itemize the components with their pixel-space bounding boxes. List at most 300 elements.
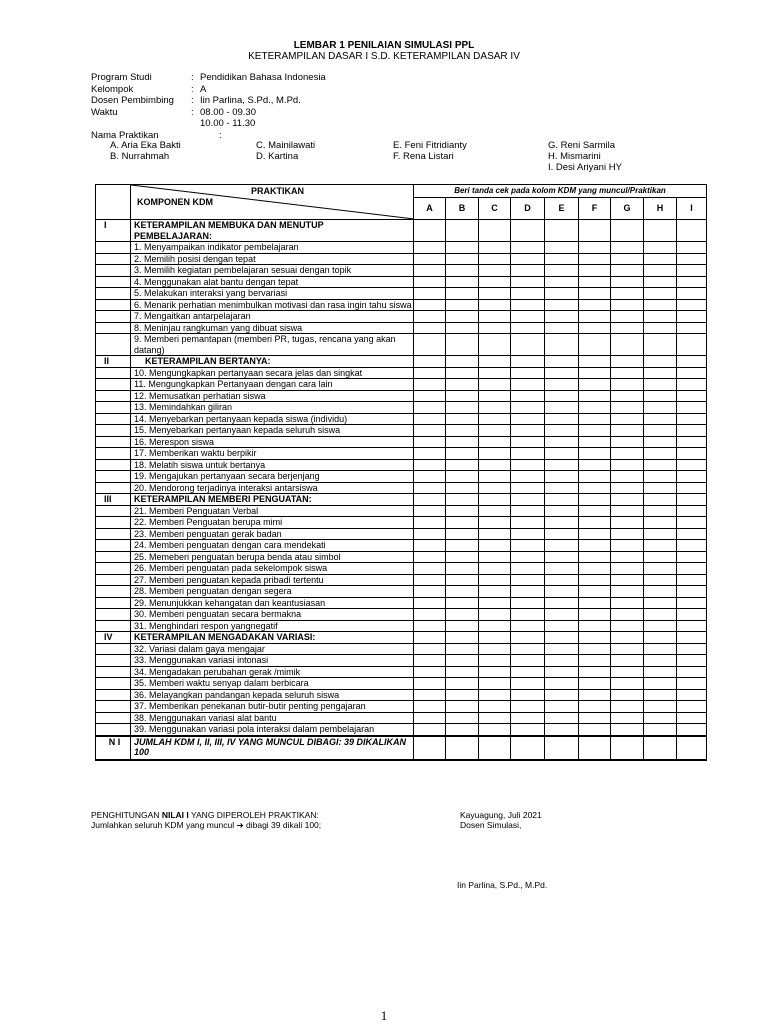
check-cell-b[interactable]: [446, 322, 479, 334]
check-cell-d[interactable]: [511, 551, 545, 563]
check-cell-f[interactable]: [579, 322, 611, 334]
check-cell-h[interactable]: [644, 678, 677, 690]
check-cell-b[interactable]: [446, 334, 479, 356]
check-cell-d[interactable]: [511, 276, 545, 288]
check-cell-c[interactable]: [479, 482, 511, 494]
check-cell-d[interactable]: [511, 620, 545, 632]
check-cell-b[interactable]: [446, 712, 479, 724]
check-cell-g[interactable]: [611, 632, 644, 644]
check-cell-g[interactable]: [611, 666, 644, 678]
check-cell-f[interactable]: [579, 632, 611, 644]
check-cell-d[interactable]: [511, 425, 545, 437]
check-cell-h[interactable]: [644, 586, 677, 598]
check-cell-d[interactable]: [511, 288, 545, 300]
check-cell-e[interactable]: [545, 220, 579, 242]
check-cell-f[interactable]: [579, 666, 611, 678]
check-cell-g[interactable]: [611, 265, 644, 277]
check-cell-c[interactable]: [479, 436, 511, 448]
check-cell-c[interactable]: [479, 413, 511, 425]
check-cell-e[interactable]: [545, 367, 579, 379]
check-cell-i[interactable]: [677, 471, 707, 483]
check-cell-e[interactable]: [545, 265, 579, 277]
check-cell-h[interactable]: [644, 712, 677, 724]
check-cell-a[interactable]: [414, 311, 446, 323]
check-cell-d[interactable]: [511, 643, 545, 655]
check-cell-d[interactable]: [511, 459, 545, 471]
check-cell-c[interactable]: [479, 540, 511, 552]
check-cell-d[interactable]: [511, 701, 545, 713]
check-cell-c[interactable]: [479, 678, 511, 690]
check-cell-g[interactable]: [611, 448, 644, 460]
check-cell-f[interactable]: [579, 586, 611, 598]
check-cell-h[interactable]: [644, 390, 677, 402]
check-cell-a[interactable]: [414, 517, 446, 529]
check-cell-e[interactable]: [545, 678, 579, 690]
check-cell-g[interactable]: [611, 540, 644, 552]
check-cell-c[interactable]: [479, 334, 511, 356]
check-cell-b[interactable]: [446, 678, 479, 690]
check-cell-c[interactable]: [479, 551, 511, 563]
check-cell-g[interactable]: [611, 701, 644, 713]
check-cell-b[interactable]: [446, 482, 479, 494]
check-cell-e[interactable]: [545, 276, 579, 288]
check-cell-i[interactable]: [677, 367, 707, 379]
check-cell-a[interactable]: [414, 265, 446, 277]
check-cell-e[interactable]: [545, 632, 579, 644]
check-cell-b[interactable]: [446, 276, 479, 288]
check-cell-h[interactable]: [644, 299, 677, 311]
check-cell-a[interactable]: [414, 701, 446, 713]
check-cell-e[interactable]: [545, 505, 579, 517]
check-cell-f[interactable]: [579, 574, 611, 586]
check-cell-f[interactable]: [579, 379, 611, 391]
check-cell-g[interactable]: [611, 413, 644, 425]
check-cell-h[interactable]: [644, 276, 677, 288]
check-cell-f[interactable]: [579, 563, 611, 575]
check-cell-a[interactable]: [414, 242, 446, 254]
check-cell-e[interactable]: [545, 482, 579, 494]
check-cell-i[interactable]: [677, 436, 707, 448]
check-cell-a[interactable]: [414, 322, 446, 334]
check-cell-f[interactable]: [579, 494, 611, 506]
check-cell-c[interactable]: [479, 655, 511, 667]
check-cell-c[interactable]: [479, 609, 511, 621]
check-cell-f[interactable]: [579, 471, 611, 483]
check-cell-e[interactable]: [545, 425, 579, 437]
check-cell-b[interactable]: [446, 574, 479, 586]
check-cell-g[interactable]: [611, 276, 644, 288]
check-cell-d[interactable]: [511, 413, 545, 425]
check-cell-b[interactable]: [446, 701, 479, 713]
check-cell-d[interactable]: [511, 586, 545, 598]
check-cell-a[interactable]: [414, 220, 446, 242]
check-cell-c[interactable]: [479, 220, 511, 242]
check-cell-g[interactable]: [611, 311, 644, 323]
check-cell-e[interactable]: [545, 242, 579, 254]
check-cell-d[interactable]: [511, 220, 545, 242]
check-cell-f[interactable]: [579, 505, 611, 517]
check-cell-d[interactable]: [511, 505, 545, 517]
check-cell-e[interactable]: [545, 459, 579, 471]
check-cell-d[interactable]: [511, 299, 545, 311]
check-cell-a[interactable]: [414, 494, 446, 506]
check-cell-b[interactable]: [446, 367, 479, 379]
check-cell-e[interactable]: [545, 517, 579, 529]
check-cell-c[interactable]: [479, 379, 511, 391]
check-cell-a[interactable]: [414, 678, 446, 690]
check-cell-b[interactable]: [446, 265, 479, 277]
check-cell-g[interactable]: [611, 678, 644, 690]
check-cell-a[interactable]: [414, 334, 446, 356]
check-cell-c[interactable]: [479, 597, 511, 609]
check-cell-i[interactable]: [677, 701, 707, 713]
check-cell-d[interactable]: [511, 253, 545, 265]
check-cell-h[interactable]: [644, 471, 677, 483]
check-cell-e[interactable]: [545, 655, 579, 667]
check-cell-c[interactable]: [479, 632, 511, 644]
check-cell-g[interactable]: [611, 356, 644, 368]
check-cell-d[interactable]: [511, 736, 545, 760]
check-cell-g[interactable]: [611, 471, 644, 483]
check-cell-f[interactable]: [579, 482, 611, 494]
check-cell-f[interactable]: [579, 620, 611, 632]
check-cell-h[interactable]: [644, 517, 677, 529]
check-cell-d[interactable]: [511, 322, 545, 334]
check-cell-b[interactable]: [446, 736, 479, 760]
check-cell-a[interactable]: [414, 620, 446, 632]
check-cell-h[interactable]: [644, 311, 677, 323]
check-cell-h[interactable]: [644, 253, 677, 265]
check-cell-a[interactable]: [414, 276, 446, 288]
check-cell-h[interactable]: [644, 288, 677, 300]
check-cell-b[interactable]: [446, 620, 479, 632]
check-cell-b[interactable]: [446, 402, 479, 414]
check-cell-f[interactable]: [579, 609, 611, 621]
check-cell-g[interactable]: [611, 712, 644, 724]
check-cell-c[interactable]: [479, 517, 511, 529]
check-cell-c[interactable]: [479, 459, 511, 471]
check-cell-a[interactable]: [414, 609, 446, 621]
check-cell-d[interactable]: [511, 666, 545, 678]
check-cell-d[interactable]: [511, 402, 545, 414]
check-cell-i[interactable]: [677, 220, 707, 242]
check-cell-g[interactable]: [611, 586, 644, 598]
check-cell-i[interactable]: [677, 448, 707, 460]
check-cell-c[interactable]: [479, 402, 511, 414]
check-cell-i[interactable]: [677, 253, 707, 265]
check-cell-h[interactable]: [644, 356, 677, 368]
check-cell-e[interactable]: [545, 620, 579, 632]
check-cell-a[interactable]: [414, 505, 446, 517]
check-cell-b[interactable]: [446, 551, 479, 563]
check-cell-b[interactable]: [446, 288, 479, 300]
check-cell-c[interactable]: [479, 253, 511, 265]
check-cell-d[interactable]: [511, 482, 545, 494]
check-cell-h[interactable]: [644, 551, 677, 563]
check-cell-b[interactable]: [446, 505, 479, 517]
check-cell-d[interactable]: [511, 724, 545, 736]
check-cell-a[interactable]: [414, 367, 446, 379]
check-cell-f[interactable]: [579, 402, 611, 414]
check-cell-a[interactable]: [414, 551, 446, 563]
check-cell-i[interactable]: [677, 632, 707, 644]
check-cell-i[interactable]: [677, 551, 707, 563]
check-cell-b[interactable]: [446, 666, 479, 678]
check-cell-c[interactable]: [479, 736, 511, 760]
check-cell-h[interactable]: [644, 632, 677, 644]
check-cell-d[interactable]: [511, 597, 545, 609]
check-cell-c[interactable]: [479, 367, 511, 379]
check-cell-g[interactable]: [611, 242, 644, 254]
check-cell-d[interactable]: [511, 334, 545, 356]
check-cell-f[interactable]: [579, 276, 611, 288]
check-cell-a[interactable]: [414, 736, 446, 760]
check-cell-b[interactable]: [446, 643, 479, 655]
check-cell-h[interactable]: [644, 505, 677, 517]
check-cell-c[interactable]: [479, 448, 511, 460]
check-cell-h[interactable]: [644, 689, 677, 701]
check-cell-i[interactable]: [677, 712, 707, 724]
check-cell-g[interactable]: [611, 528, 644, 540]
check-cell-b[interactable]: [446, 471, 479, 483]
check-cell-a[interactable]: [414, 459, 446, 471]
check-cell-a[interactable]: [414, 413, 446, 425]
check-cell-h[interactable]: [644, 609, 677, 621]
check-cell-i[interactable]: [677, 334, 707, 356]
check-cell-g[interactable]: [611, 425, 644, 437]
check-cell-c[interactable]: [479, 620, 511, 632]
check-cell-h[interactable]: [644, 448, 677, 460]
check-cell-i[interactable]: [677, 563, 707, 575]
check-cell-f[interactable]: [579, 390, 611, 402]
check-cell-i[interactable]: [677, 574, 707, 586]
check-cell-e[interactable]: [545, 471, 579, 483]
check-cell-c[interactable]: [479, 356, 511, 368]
check-cell-g[interactable]: [611, 655, 644, 667]
check-cell-c[interactable]: [479, 574, 511, 586]
check-cell-d[interactable]: [511, 632, 545, 644]
check-cell-c[interactable]: [479, 311, 511, 323]
check-cell-f[interactable]: [579, 299, 611, 311]
check-cell-h[interactable]: [644, 334, 677, 356]
check-cell-h[interactable]: [644, 724, 677, 736]
check-cell-c[interactable]: [479, 276, 511, 288]
check-cell-b[interactable]: [446, 689, 479, 701]
check-cell-i[interactable]: [677, 586, 707, 598]
check-cell-i[interactable]: [677, 459, 707, 471]
check-cell-f[interactable]: [579, 253, 611, 265]
check-cell-a[interactable]: [414, 288, 446, 300]
check-cell-i[interactable]: [677, 425, 707, 437]
check-cell-d[interactable]: [511, 494, 545, 506]
check-cell-g[interactable]: [611, 334, 644, 356]
check-cell-d[interactable]: [511, 242, 545, 254]
check-cell-c[interactable]: [479, 528, 511, 540]
check-cell-e[interactable]: [545, 528, 579, 540]
check-cell-b[interactable]: [446, 242, 479, 254]
check-cell-f[interactable]: [579, 448, 611, 460]
check-cell-e[interactable]: [545, 334, 579, 356]
check-cell-e[interactable]: [545, 379, 579, 391]
check-cell-h[interactable]: [644, 425, 677, 437]
check-cell-h[interactable]: [644, 220, 677, 242]
check-cell-f[interactable]: [579, 265, 611, 277]
check-cell-f[interactable]: [579, 712, 611, 724]
check-cell-g[interactable]: [611, 643, 644, 655]
check-cell-c[interactable]: [479, 242, 511, 254]
check-cell-e[interactable]: [545, 736, 579, 760]
check-cell-f[interactable]: [579, 242, 611, 254]
check-cell-b[interactable]: [446, 220, 479, 242]
check-cell-d[interactable]: [511, 471, 545, 483]
check-cell-f[interactable]: [579, 678, 611, 690]
check-cell-g[interactable]: [611, 494, 644, 506]
check-cell-c[interactable]: [479, 265, 511, 277]
check-cell-h[interactable]: [644, 666, 677, 678]
check-cell-b[interactable]: [446, 356, 479, 368]
check-cell-h[interactable]: [644, 494, 677, 506]
check-cell-c[interactable]: [479, 425, 511, 437]
check-cell-a[interactable]: [414, 448, 446, 460]
check-cell-d[interactable]: [511, 265, 545, 277]
check-cell-i[interactable]: [677, 528, 707, 540]
check-cell-i[interactable]: [677, 242, 707, 254]
check-cell-b[interactable]: [446, 517, 479, 529]
check-cell-a[interactable]: [414, 586, 446, 598]
check-cell-f[interactable]: [579, 311, 611, 323]
check-cell-b[interactable]: [446, 609, 479, 621]
check-cell-a[interactable]: [414, 724, 446, 736]
check-cell-b[interactable]: [446, 563, 479, 575]
check-cell-f[interactable]: [579, 655, 611, 667]
check-cell-a[interactable]: [414, 540, 446, 552]
check-cell-e[interactable]: [545, 390, 579, 402]
check-cell-g[interactable]: [611, 609, 644, 621]
check-cell-g[interactable]: [611, 551, 644, 563]
check-cell-a[interactable]: [414, 655, 446, 667]
check-cell-d[interactable]: [511, 540, 545, 552]
check-cell-e[interactable]: [545, 586, 579, 598]
check-cell-h[interactable]: [644, 563, 677, 575]
check-cell-e[interactable]: [545, 540, 579, 552]
check-cell-d[interactable]: [511, 367, 545, 379]
check-cell-f[interactable]: [579, 643, 611, 655]
check-cell-g[interactable]: [611, 367, 644, 379]
check-cell-d[interactable]: [511, 563, 545, 575]
check-cell-c[interactable]: [479, 390, 511, 402]
check-cell-c[interactable]: [479, 712, 511, 724]
check-cell-c[interactable]: [479, 505, 511, 517]
check-cell-e[interactable]: [545, 356, 579, 368]
check-cell-c[interactable]: [479, 724, 511, 736]
check-cell-h[interactable]: [644, 322, 677, 334]
check-cell-a[interactable]: [414, 253, 446, 265]
check-cell-g[interactable]: [611, 563, 644, 575]
check-cell-i[interactable]: [677, 655, 707, 667]
check-cell-a[interactable]: [414, 356, 446, 368]
check-cell-f[interactable]: [579, 356, 611, 368]
check-cell-d[interactable]: [511, 311, 545, 323]
check-cell-i[interactable]: [677, 678, 707, 690]
check-cell-h[interactable]: [644, 436, 677, 448]
check-cell-e[interactable]: [545, 253, 579, 265]
check-cell-b[interactable]: [446, 655, 479, 667]
check-cell-i[interactable]: [677, 276, 707, 288]
check-cell-d[interactable]: [511, 517, 545, 529]
check-cell-i[interactable]: [677, 724, 707, 736]
check-cell-i[interactable]: [677, 288, 707, 300]
check-cell-h[interactable]: [644, 265, 677, 277]
check-cell-i[interactable]: [677, 494, 707, 506]
check-cell-a[interactable]: [414, 436, 446, 448]
check-cell-g[interactable]: [611, 482, 644, 494]
check-cell-i[interactable]: [677, 322, 707, 334]
check-cell-i[interactable]: [677, 620, 707, 632]
check-cell-a[interactable]: [414, 689, 446, 701]
check-cell-a[interactable]: [414, 390, 446, 402]
check-cell-g[interactable]: [611, 689, 644, 701]
check-cell-i[interactable]: [677, 299, 707, 311]
check-cell-a[interactable]: [414, 597, 446, 609]
check-cell-f[interactable]: [579, 701, 611, 713]
check-cell-a[interactable]: [414, 482, 446, 494]
check-cell-e[interactable]: [545, 712, 579, 724]
check-cell-c[interactable]: [479, 322, 511, 334]
check-cell-g[interactable]: [611, 436, 644, 448]
check-cell-f[interactable]: [579, 551, 611, 563]
check-cell-c[interactable]: [479, 288, 511, 300]
check-cell-f[interactable]: [579, 459, 611, 471]
check-cell-f[interactable]: [579, 367, 611, 379]
check-cell-c[interactable]: [479, 666, 511, 678]
check-cell-f[interactable]: [579, 220, 611, 242]
check-cell-i[interactable]: [677, 356, 707, 368]
check-cell-d[interactable]: [511, 609, 545, 621]
check-cell-i[interactable]: [677, 505, 707, 517]
check-cell-c[interactable]: [479, 494, 511, 506]
check-cell-b[interactable]: [446, 299, 479, 311]
check-cell-b[interactable]: [446, 597, 479, 609]
check-cell-e[interactable]: [545, 574, 579, 586]
check-cell-h[interactable]: [644, 402, 677, 414]
check-cell-a[interactable]: [414, 712, 446, 724]
check-cell-d[interactable]: [511, 379, 545, 391]
check-cell-e[interactable]: [545, 563, 579, 575]
check-cell-g[interactable]: [611, 402, 644, 414]
check-cell-g[interactable]: [611, 597, 644, 609]
check-cell-a[interactable]: [414, 528, 446, 540]
check-cell-i[interactable]: [677, 311, 707, 323]
check-cell-g[interactable]: [611, 253, 644, 265]
check-cell-d[interactable]: [511, 712, 545, 724]
check-cell-e[interactable]: [545, 311, 579, 323]
check-cell-g[interactable]: [611, 574, 644, 586]
check-cell-c[interactable]: [479, 586, 511, 598]
check-cell-i[interactable]: [677, 540, 707, 552]
check-cell-d[interactable]: [511, 436, 545, 448]
check-cell-b[interactable]: [446, 528, 479, 540]
check-cell-c[interactable]: [479, 471, 511, 483]
check-cell-i[interactable]: [677, 390, 707, 402]
check-cell-b[interactable]: [446, 311, 479, 323]
check-cell-c[interactable]: [479, 563, 511, 575]
check-cell-i[interactable]: [677, 689, 707, 701]
check-cell-f[interactable]: [579, 517, 611, 529]
check-cell-e[interactable]: [545, 551, 579, 563]
check-cell-b[interactable]: [446, 436, 479, 448]
check-cell-c[interactable]: [479, 689, 511, 701]
check-cell-f[interactable]: [579, 597, 611, 609]
